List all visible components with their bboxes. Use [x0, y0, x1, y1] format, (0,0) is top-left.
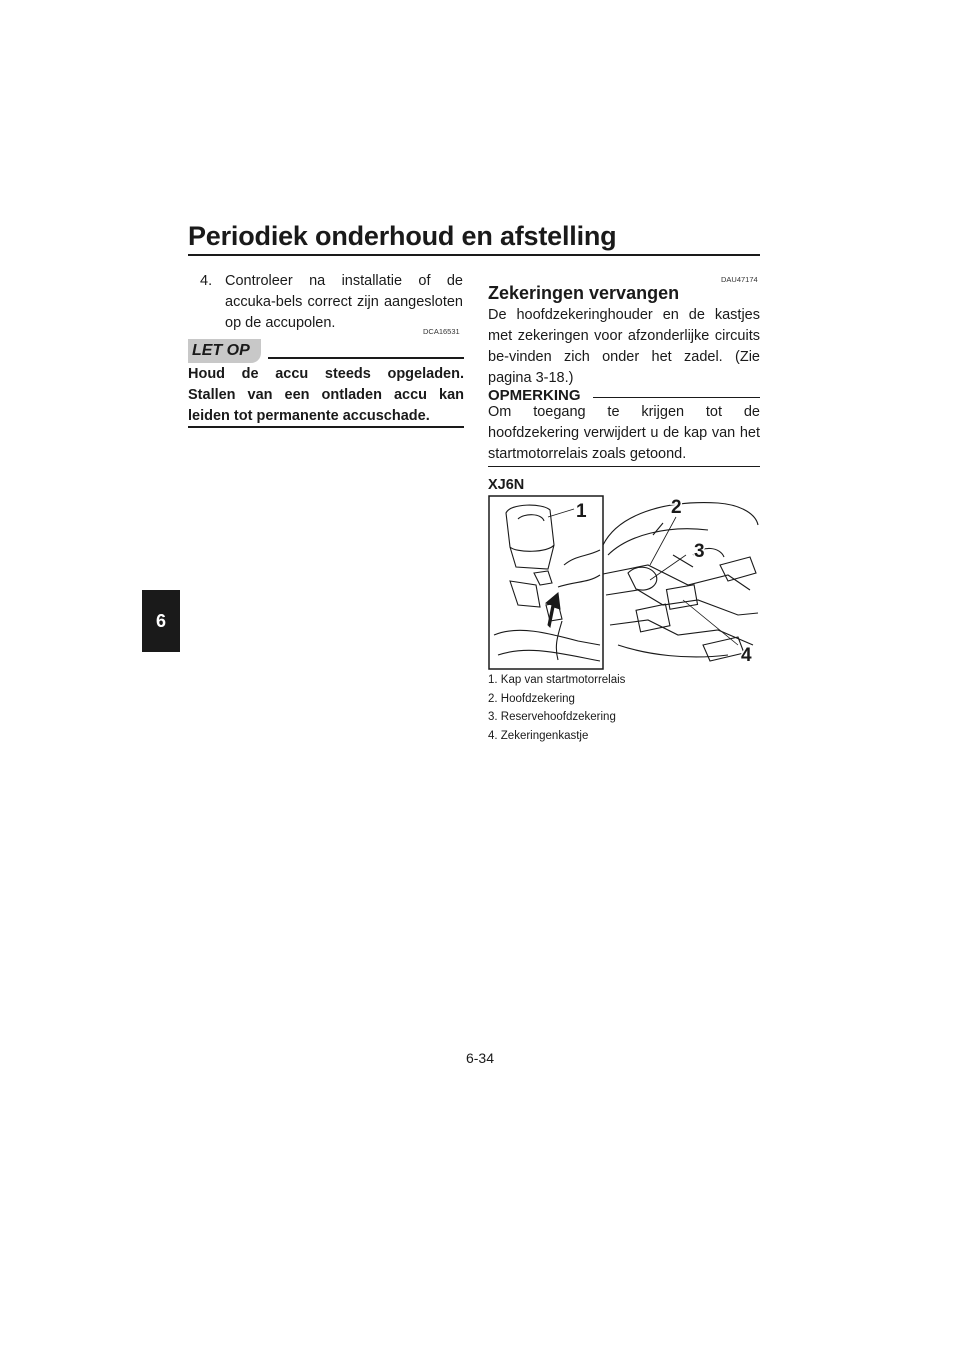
- callout-1: 1: [576, 501, 587, 522]
- notice-code: DCA16531: [423, 327, 460, 336]
- note-label: OPMERKING: [488, 387, 581, 404]
- fuse-illustration: [488, 495, 760, 670]
- notice-text: Houd de accu steeds opgeladen. Stallen van een ontladen accu kan leiden tot permanente accuschade.: [188, 366, 464, 424]
- step-4: [200, 271, 463, 334]
- callout-4: 4: [741, 645, 752, 666]
- section-code: DAU47174: [721, 275, 758, 284]
- page-title: Periodiek onderhoud en afstelling: [188, 221, 617, 251]
- note-rule: [593, 397, 760, 398]
- figure-legend: [488, 671, 625, 745]
- note-end-rule: [488, 466, 760, 467]
- callout-2: 2: [671, 497, 682, 518]
- notice-rule: [268, 357, 464, 359]
- step-number: 4.: [200, 273, 213, 289]
- callout-3: 3: [694, 541, 705, 562]
- model-label: XJ6N: [488, 477, 525, 493]
- step-text: Controleer na installatie of de accuka-bels correct zijn aangesloten op de accupolen.: [225, 273, 463, 331]
- chapter-tab: 6: [142, 590, 180, 652]
- section-title: Zekeringen vervangen: [488, 283, 680, 303]
- legend-item: 4. Zekeringenkastje: [488, 729, 589, 742]
- notice-label: LET OP: [188, 339, 261, 363]
- title-rule: [188, 254, 760, 256]
- page-number: 6-34: [465, 1050, 495, 1066]
- legend-item: 1. Kap van startmotorrelais: [488, 674, 626, 686]
- notice-end-rule: [188, 426, 464, 428]
- section-body: De hoofdzekeringhouder en de kastjes met zekeringen voor afzonderlijke circuits be-vinden zich onder het zadel. (Zie pagina 3-18.): [488, 307, 760, 386]
- legend-item: 2. Hoofdzekering: [488, 692, 575, 705]
- legend-item: 3. Reservehoofdzekering: [488, 711, 616, 723]
- note-text: Om toegang te krijgen tot de hoofdzekering verwijdert u de kap van het startmotorrelais zoals getoond.: [488, 404, 760, 462]
